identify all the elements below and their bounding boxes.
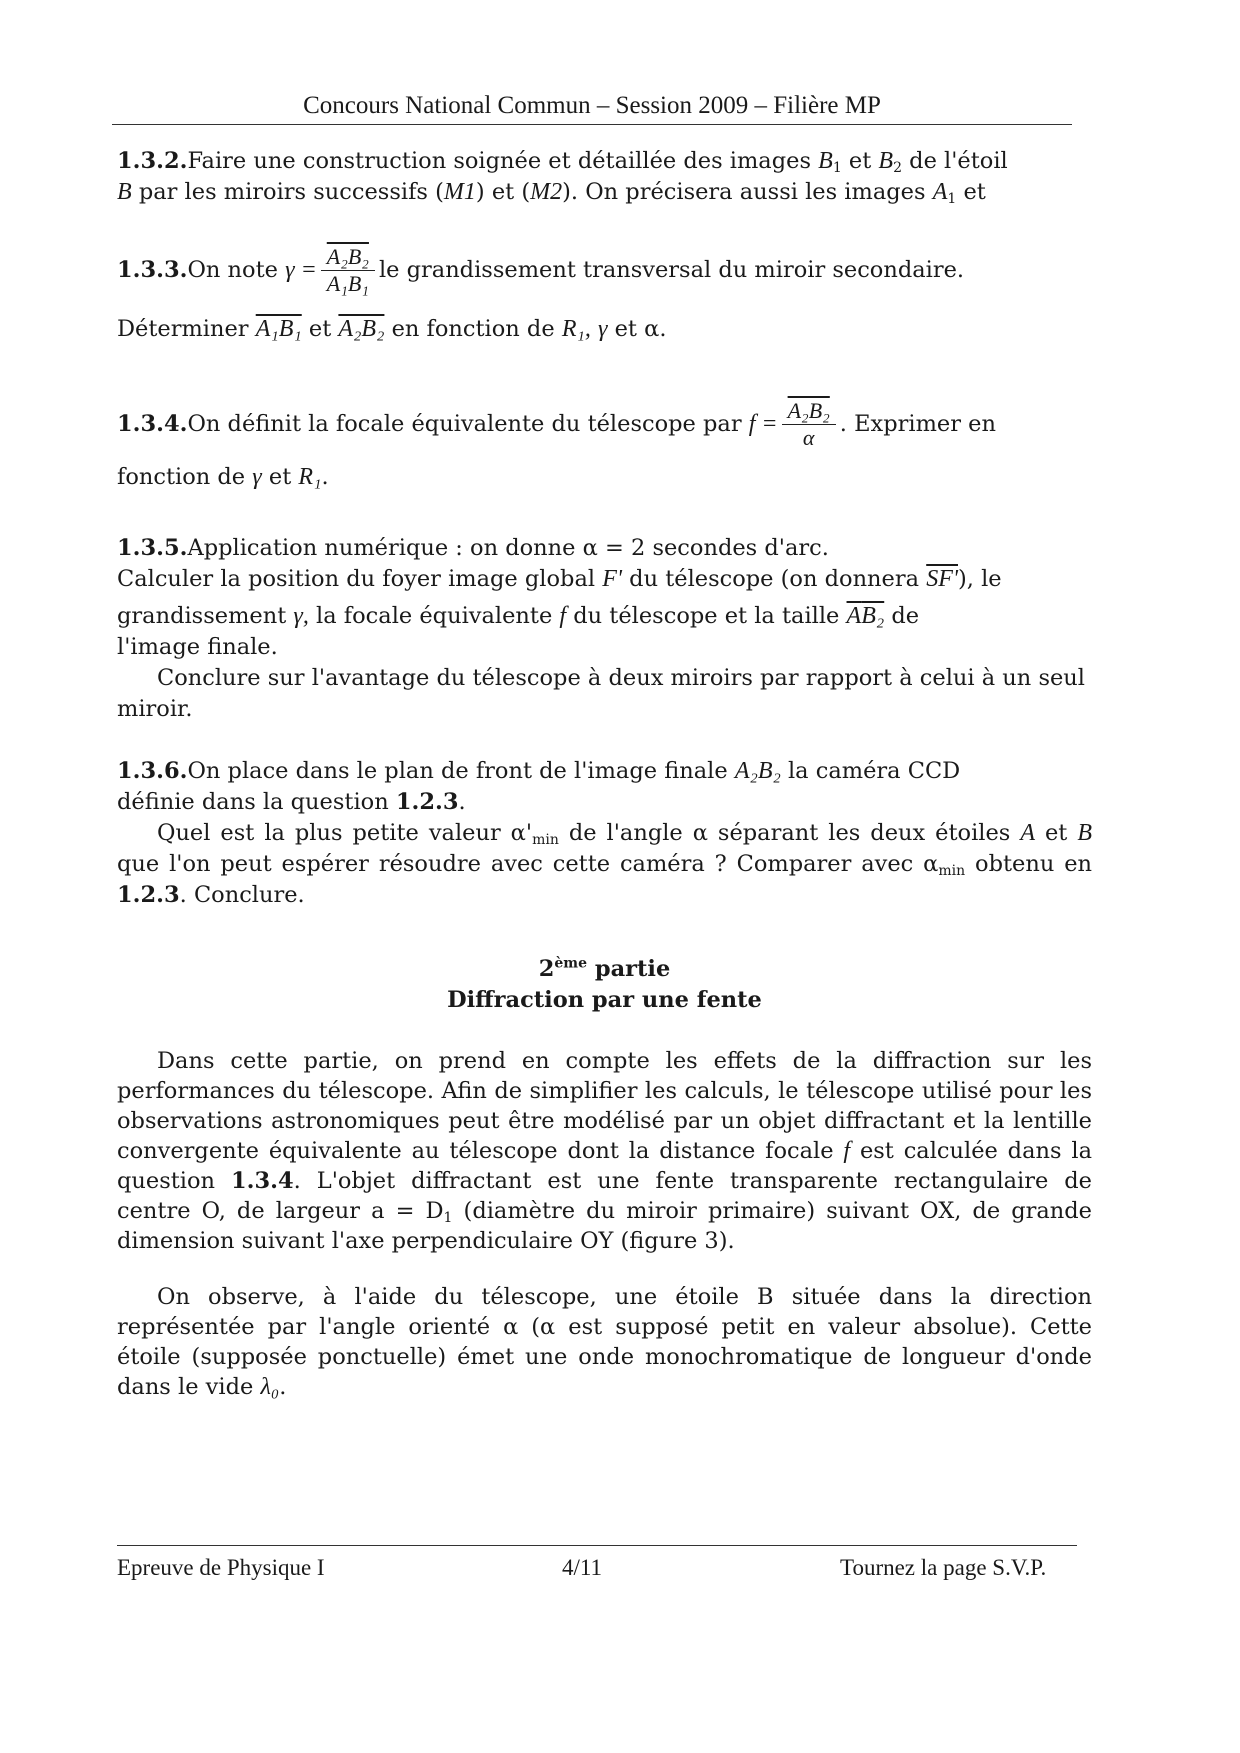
question-1-3-6: 1.3.6.On place dans le plan de front de l'image finale A₂B₂ la caméra CCD définie dans la question 1.2.3. Quel est la plus petite valeur $\alpha'_{min}$ de l'angle α séparant les deux étoiles A et B que l'on peut espérer résoudre avec cette caméra ? Comparer avec $\alpha_{min}$ obtenu en 1.2.3. Conclure.: [117, 758, 1093, 908]
question-number: 1.3.2.: [117, 148, 188, 174]
question-1-3-5: 1.3.5.Application numérique : on donne α = 2 secondes d'arc. Calculer la position du foyer image global F' du télescope (on donnera SF'), le grandissement γ, la focale équivalente f du télescope et la taille $\overline{A}B_2$ de l'image finale. Conclure sur l'avantage du télescope à deux miroirs par rapport à celui à un seul miroir.: [117, 535, 1085, 722]
question-number: 1.3.6.: [117, 758, 188, 784]
gamma-fraction: $\frac{\text{A₂B₂}}{\text{A₁B₁}}$: [321, 244, 375, 297]
question-1-3-3: 1.3.3. On note γ = $\frac{\text{A₂B₂}}{\text{A₁B₁}}$ le grandissement transversal du miroir secondaire. Déterminer A₁B₁ et A₂B₂ en fonction de R₁, γ et α.: [117, 243, 965, 342]
question-number: 1.3.4.: [117, 410, 188, 437]
header-title: Concours National Commun – Session 2009 – Filière MP: [303, 92, 881, 119]
footer-rule: [117, 1545, 1077, 1546]
question-1-3-4: 1.3.4. On définit la focale équivalente du télescope par f = $\frac{\text{A₂B₂}}{\alpha}$ . Exprimer en fonction de γ et R₁.: [117, 397, 996, 490]
page-number: 4/11: [562, 1555, 603, 1580]
part-title: Diffraction par une fente: [447, 987, 762, 1013]
part-heading: 2ème partie Diffraction par une fente: [117, 954, 1092, 1016]
paragraph-2: On observe, à l'aide du télescope, une étoile B située dans la direction représentée par l'angle orienté α (α est supposé petit en valeur absolue). Cette étoile (supposée ponctuelle) émet une onde monochromatique de longueur d'onde dans le vide λ₀.: [117, 1284, 1092, 1400]
footer-left: Epreuve de Physique I: [117, 1555, 325, 1580]
focal-fraction: $\frac{\text{A₂B₂}}{\alpha}$: [782, 398, 836, 451]
question-number: 1.3.5.: [117, 535, 188, 561]
header-rule: [112, 124, 1072, 125]
paragraph-1: Dans cette partie, on prend en compte les effets de la diffraction sur les performances du télescope. Afin de simplifier les calculs, le télescope utilisé pour les observations astronomiques peut être modélisé par un objet diffractant et la lentille convergente équivalente au télescope dont la distance focale f est calculée dans la question 1.3.4. L'objet diffractant est une fente transparente rectangulaire de centre O, de largeur $a = D_1$ (diamètre du miroir primaire) suivant OX, de grande dimension suivant l'axe perpendiculaire OY (figure 3).: [117, 1048, 1092, 1254]
question-number: 1.3.3.: [117, 256, 188, 283]
question-1-3-2: 1.3.2.Faire une construction soignée et détaillée des images $B_1$ et $B_2$ de l'étoil B par les miroirs successifs (M1) et (M2). On précisera aussi les images $A_1$ et: [117, 148, 1008, 207]
footer-right: Tournez la page S.V.P.: [840, 1555, 1047, 1580]
